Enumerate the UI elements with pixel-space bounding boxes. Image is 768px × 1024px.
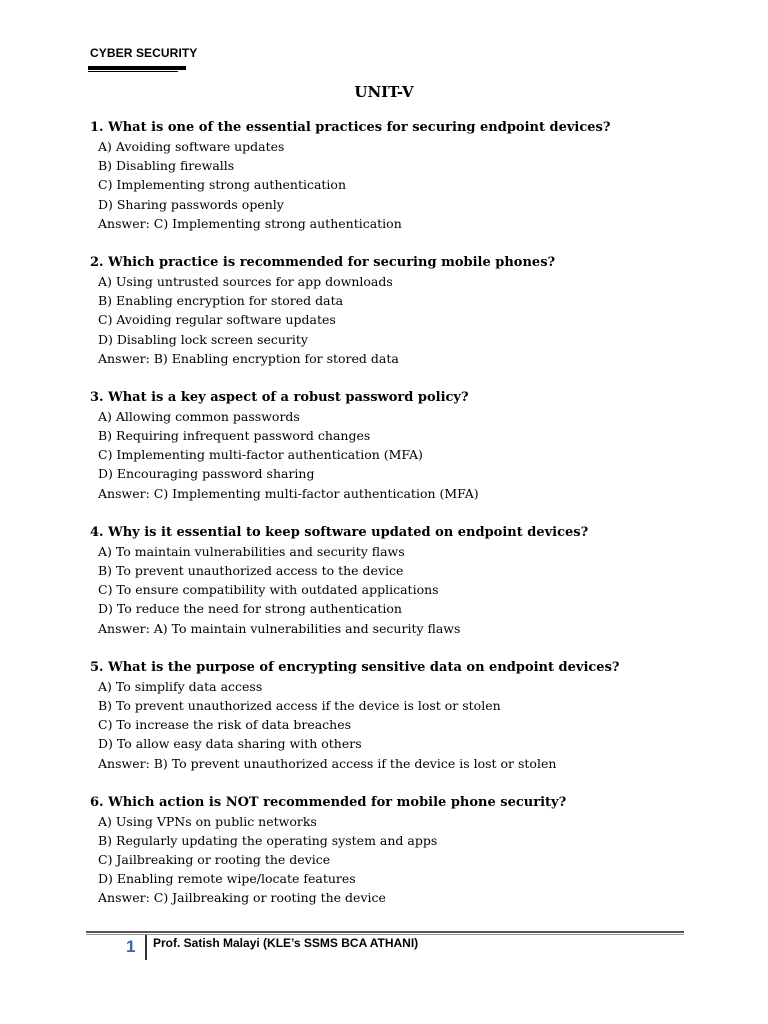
option-b: B) To prevent unauthorized access to the device xyxy=(98,563,404,578)
footer-rule xyxy=(86,931,684,933)
option-c: C) To increase the risk of data breaches xyxy=(98,717,352,733)
option-a: A) Using untrusted sources for app downloads xyxy=(98,273,393,289)
question-text: 6. Which action is NOT recommended for mobile phone security? xyxy=(90,794,567,810)
question-block xyxy=(90,253,730,368)
answer-line: Answer: A) To maintain vulnerabilities and security flaws xyxy=(98,620,461,636)
option-c: C) To ensure compatibility with outdated applications xyxy=(98,582,439,598)
option-d: D) Sharing passwords openly xyxy=(98,196,284,212)
option-c: C) Implementing multi-factor authentication (MFA) xyxy=(98,447,423,463)
option-a: A) To maintain vulnerabilities and security flaws xyxy=(98,543,405,559)
answer-line: Answer: C) Jailbreaking or rooting the device xyxy=(98,890,386,906)
option-b: B) Regularly updating the operating system and apps xyxy=(98,832,438,848)
option-b: B) To prevent unauthorized access if the device is lost or stolen xyxy=(98,697,501,713)
answer-line: Answer: C) Implementing multi-factor authentication (MFA) xyxy=(98,485,479,501)
footer-rule-thin xyxy=(86,934,684,935)
option-c: C) Implementing strong authentication xyxy=(98,177,347,193)
question-block xyxy=(90,793,730,908)
option-b: B) Requiring infrequent password changes xyxy=(98,428,371,444)
question-text: 4. Why is it essential to keep software updated on endpoint devices? xyxy=(90,524,589,540)
page-title: UNIT-V xyxy=(354,83,414,101)
question-list xyxy=(90,118,730,928)
option-d: D) Encouraging password sharing xyxy=(98,466,315,482)
option-a: A) Allowing common passwords xyxy=(98,408,300,424)
option-d: D) Enabling remote wipe/locate features xyxy=(98,871,356,887)
answer-line: Answer: C) Implementing strong authentication xyxy=(98,215,402,231)
question-block xyxy=(90,523,730,638)
question-text: 3. What is a key aspect of a robust password policy? xyxy=(90,389,469,405)
option-a: A) Using VPNs on public networks xyxy=(98,813,317,829)
footer-author: Prof. Satish Malayi (KLE’s SSMS BCA ATHANI) xyxy=(153,936,419,950)
page-number: 1 xyxy=(126,937,136,956)
question-text: 2. Which practice is recommended for securing mobile phones? xyxy=(90,254,556,270)
option-d: D) To allow easy data sharing with others xyxy=(98,736,362,752)
option-d: D) To reduce the need for strong authentication xyxy=(98,601,402,617)
question-block xyxy=(90,118,730,233)
footer-separator xyxy=(145,935,147,960)
option-a: A) To simplify data access xyxy=(98,678,263,694)
answer-line: Answer: B) To prevent unauthorized access if the device is lost or stolen xyxy=(98,755,557,771)
answer-line: Answer: B) Enabling encryption for stored data xyxy=(98,350,399,366)
option-c: C) Avoiding regular software updates xyxy=(98,312,336,328)
running-header: CYBER SECURITY xyxy=(90,46,198,60)
question-block xyxy=(90,388,730,503)
option-a: A) Avoiding software updates xyxy=(98,139,285,154)
option-d: D) Disabling lock screen security xyxy=(98,331,308,347)
question-text: 1. What is one of the essential practices for securing endpoint devices? xyxy=(90,120,611,135)
option-c: C) Jailbreaking or rooting the device xyxy=(98,852,331,868)
question-text: 5. What is the purpose of encrypting sensitive data on endpoint devices? xyxy=(90,659,620,675)
header-underline xyxy=(88,66,186,70)
header-underline-thin xyxy=(88,71,178,72)
option-b: B) Disabling firewalls xyxy=(98,158,235,174)
option-b: B) Enabling encryption for stored data xyxy=(98,293,344,309)
question-block xyxy=(90,658,730,773)
